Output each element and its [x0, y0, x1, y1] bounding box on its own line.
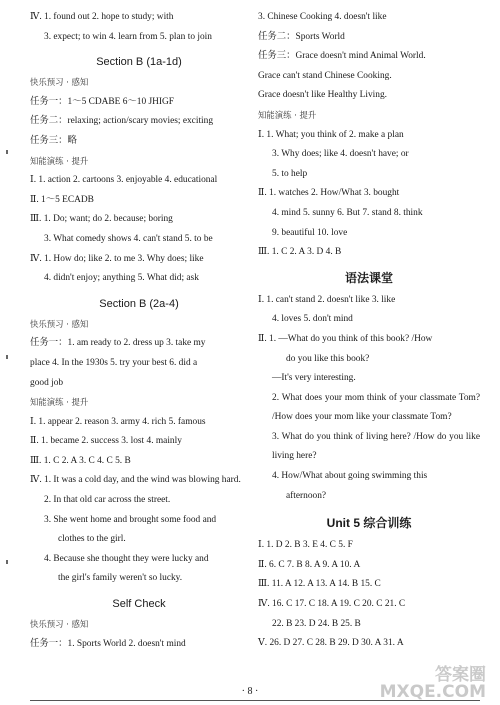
left-column	[30, 8, 248, 654]
subsection-label: 快乐预习 · 感知	[30, 77, 89, 88]
answer-line: Ⅱ. 1～5 ECADB	[30, 194, 94, 205]
watermark-url: MXQE.COM	[379, 682, 486, 702]
answer-line: Grace doesn't like Healthy Living.	[258, 90, 387, 101]
watermark	[380, 667, 486, 701]
answer-line: Ⅲ. 1. C 2. A 3. D 4. B	[258, 247, 342, 258]
answer-line: 22. B 23. D 24. B 25. B	[272, 618, 361, 629]
section-heading: 语法课堂	[344, 270, 393, 285]
answer-line: 任务二：relaxing; action/scary movies; exciting	[30, 116, 214, 127]
section-heading: Self Check	[112, 598, 166, 611]
answer-line: 任务三：Grace doesn't mind Animal World.	[258, 51, 426, 62]
answer-line: Ⅰ. 1. What; you think of 2. make a plan	[258, 129, 404, 140]
answer-line: 2. In that old car across the street.	[44, 495, 171, 506]
answer-line: 9. beautiful 10. love	[272, 227, 348, 238]
answer-line: Ⅰ. 1. can't stand 2. doesn't like 3. like	[258, 294, 396, 305]
answer-line: 4. How/What about going swimming this	[272, 471, 428, 482]
answer-line: Ⅳ. 1. It was a cold day, and the wind was blowing hard.	[30, 475, 241, 486]
answer-line: 4. mind 5. sunny 6. But 7. stand 8. think	[272, 207, 423, 218]
margin-tick	[6, 560, 8, 564]
answer-line: Ⅱ. 6. C 7. B 8. A 9. A 10. A	[258, 559, 361, 570]
answer-line: place 4. In the 1930s 5. try your best 6. did a	[30, 357, 198, 368]
section-heading: Section B (1a-1d)	[96, 56, 182, 69]
answer-line: 3. expect; to win 4. learn from 5. plan to join	[44, 31, 212, 42]
answer-line: afternoon?	[286, 490, 327, 501]
answer-line: Ⅱ. 1. watches 2. How/What 3. bought	[258, 188, 400, 199]
right-column	[258, 8, 480, 654]
subsection-label: 知能演练 · 提升	[258, 109, 317, 120]
subsection-label: 快乐预习 · 感知	[30, 318, 89, 329]
answer-line: Ⅳ. 1. found out 2. hope to study; with	[30, 12, 174, 22]
answer-paragraph: 2. What does your mom think of your classmate Tom? /How does your mom like your classmate Tom?	[272, 392, 480, 423]
answer-paragraph: 3. What do you think of living here? /How do you like living here?	[272, 431, 480, 462]
answer-line: Ⅳ. 1. How do; like 2. to me 3. Why does; like	[30, 253, 204, 264]
answer-line: do you like this book?	[286, 353, 370, 364]
margin-tick	[6, 355, 8, 359]
answer-line: Ⅲ. 1. C 2. A 3. C 4. C 5. B	[30, 455, 131, 466]
answer-line: 3. Chinese Cooking 4. doesn't like	[258, 12, 387, 22]
answer-line: Grace can't stand Chinese Cooking.	[258, 70, 392, 81]
answer-line: the girl's family weren't so lucky.	[58, 573, 183, 584]
answer-line: 5. to help	[272, 168, 308, 179]
subsection-label: 快乐预习 · 感知	[30, 619, 89, 630]
answer-line: 4. didn't enjoy; anything 5. What did; ask	[44, 273, 199, 284]
answer-line: 3. What comedy shows 4. can't stand 5. to be	[44, 233, 213, 244]
answer-line: Ⅰ. 1. D 2. B 3. E 4. C 5. F	[258, 540, 353, 551]
margin-tick	[6, 150, 8, 154]
answer-line: good job	[30, 377, 64, 388]
answer-line: Ⅰ. 1. appear 2. reason 3. army 4. rich 5. famous	[30, 416, 206, 427]
section-heading: Unit 5 综合训练	[326, 516, 412, 531]
watermark-text: 答案圈	[435, 665, 486, 685]
subsection-label: 知能演练 · 提升	[30, 155, 89, 166]
answer-line: 任务一：1. am ready to 2. dress up 3. take my	[30, 338, 206, 349]
answer-line: Ⅴ. 26. D 27. C 28. B 29. D 30. A 31. A	[258, 638, 404, 649]
answer-line: Ⅲ. 11. A 12. A 13. A 14. B 15. C	[258, 579, 381, 590]
answer-line: Ⅰ. 1. action 2. cartoons 3. enjoyable 4. educational	[30, 175, 218, 186]
answer-line: 4. loves 5. don't mind	[272, 314, 353, 325]
answer-line: 3. She went home and brought some food and	[44, 514, 217, 525]
answer-line: Ⅲ. 1. Do; want; do 2. because; boring	[30, 214, 173, 225]
section-heading: Section B (2a-4)	[99, 297, 179, 310]
answer-line: Ⅱ. 1. —What do you think of this book? /How	[258, 333, 433, 344]
answer-line: clothes to the girl.	[58, 534, 126, 545]
answer-line: 4. Because she thought they were lucky and	[44, 553, 209, 564]
answer-line: 3. Why does; like 4. doesn't have; or	[272, 149, 409, 160]
answer-line: Ⅳ. 16. C 17. C 18. A 19. C 20. C 21. C	[258, 599, 406, 610]
page-number: · 8 ·	[241, 686, 259, 697]
answer-line: 任务三：略	[30, 135, 77, 146]
answer-line: —It's very interesting.	[272, 373, 356, 384]
answer-line: 任务一：1～5 CDABE 6～10 JHIGF	[30, 96, 175, 107]
answer-line: 任务一：1. Sports World 2. doesn't mind	[30, 638, 186, 649]
subsection-label: 知能演练 · 提升	[30, 397, 89, 408]
answer-line: 任务二：Sports World	[258, 31, 345, 42]
answer-line: Ⅱ. 1. became 2. success 3. lost 4. mainly	[30, 436, 182, 447]
